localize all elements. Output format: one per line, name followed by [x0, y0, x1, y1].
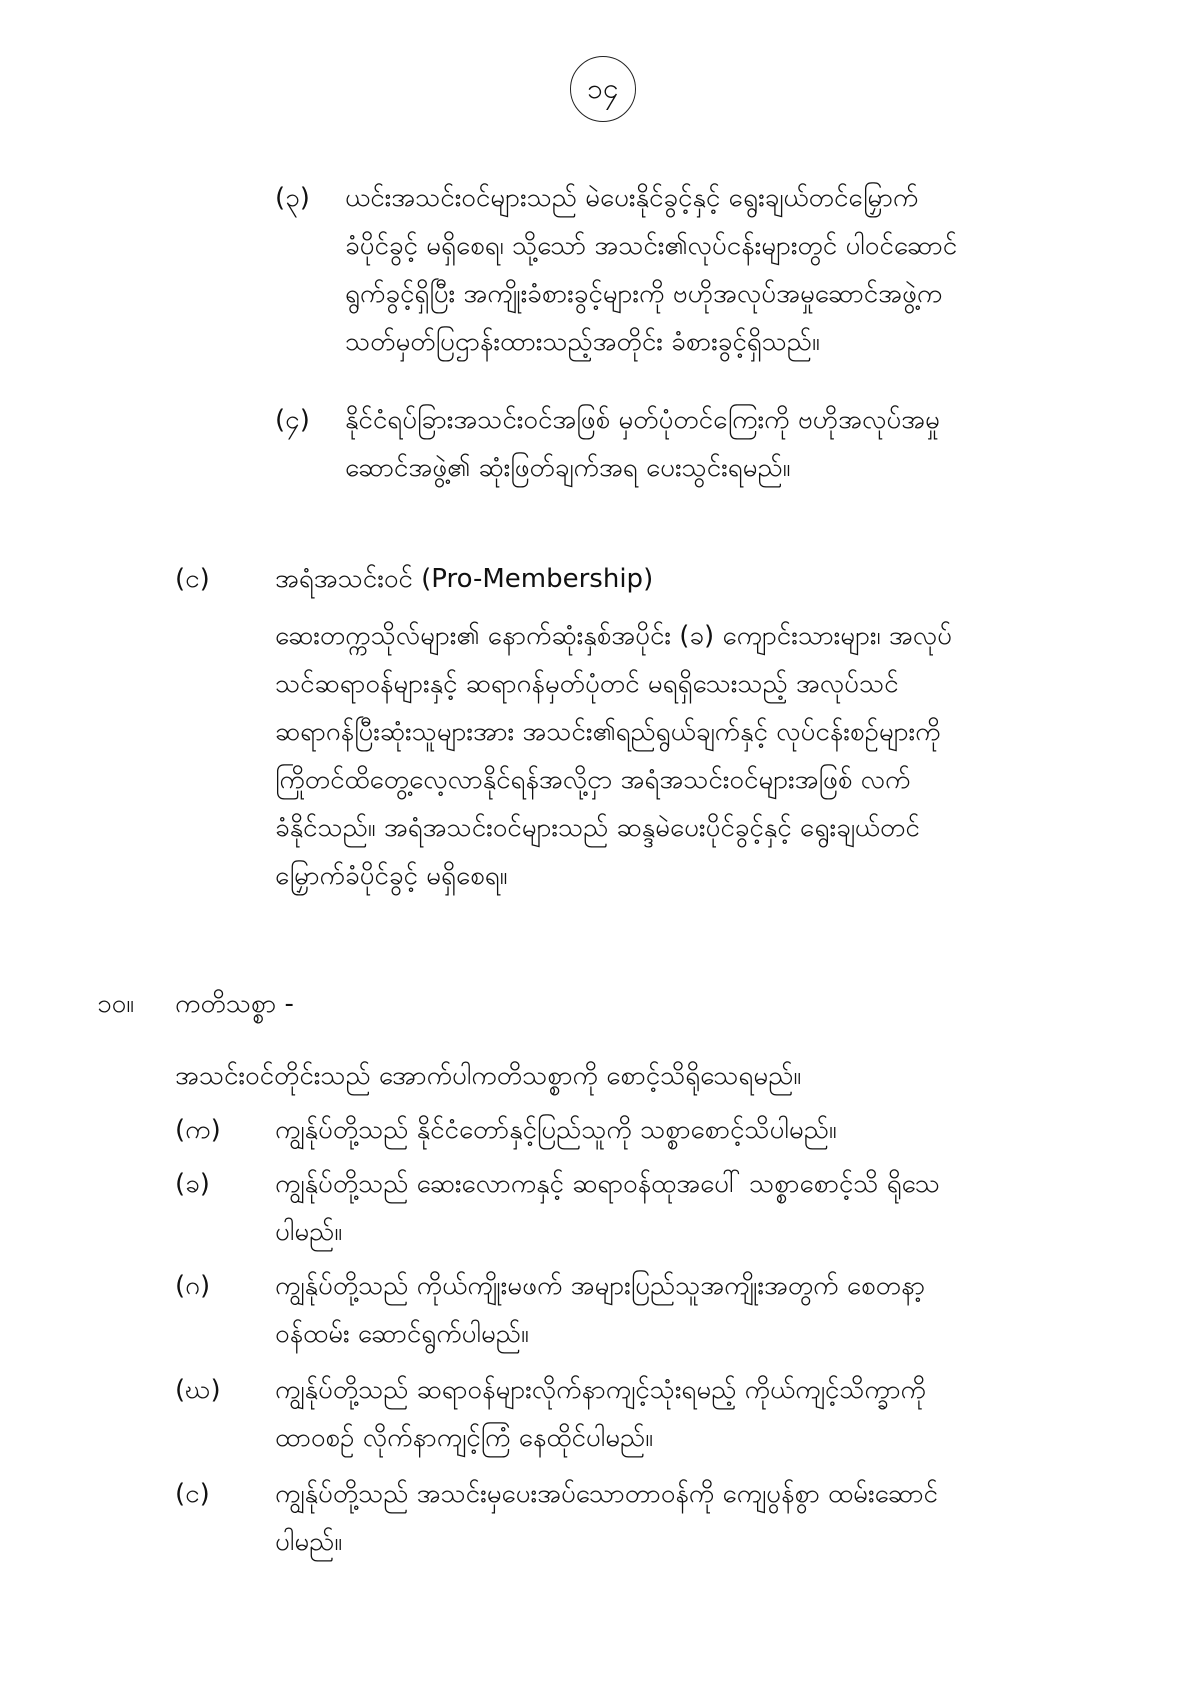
text-line: ခံနိုင်သည်။ အရံအသင်းဝင်များသည် ဆန္ဒမဲပေးပိုင်ခွင့်နှင့် ရွေးချယ်တင် — [275, 813, 920, 843]
text-line: ဆေးတက္ကသိုလ်များ၏ နောက်ဆုံးနှစ်အပိုင်း (ခ) ကျောင်းသားများ၊ အလုပ် — [275, 621, 952, 651]
section-c-paragraph — [275, 612, 1115, 900]
text-line: ကျွန်ုပ်တို့သည် ကိုယ်ကျိုးမဖက် အများပြည်သူအကျိုးအတွက် စေတနာ့ — [275, 1271, 926, 1301]
pledge-marker: (ဂ) — [175, 1271, 211, 1301]
text-line: နိုင်ငံရပ်ခြားအသင်းဝင်အဖြစ် မှတ်ပုံတင်ကြေးကို ဗဟိုအလုပ်အမှု — [345, 405, 940, 435]
sub-item-3 — [275, 174, 1115, 374]
text-line: ကျွန်ုပ်တို့သည် နိုင်ငံတော်နှင့်ပြည်သူကို သစ္စာစောင့်သိပါမည်။ — [275, 1115, 837, 1145]
text-line: သင်ဆရာဝန်များနှင့် ဆရာဂန်မှတ်ပုံတင် မရရှိသေးသည့် အလုပ်သင် — [275, 669, 899, 699]
sub-item-text — [345, 174, 1115, 366]
text-line: မြှောက်ခံပိုင်ခွင့် မရှိစေရ။ — [275, 861, 508, 891]
pledge-text — [275, 1262, 1115, 1358]
section-10-number: ၁၀။ — [97, 989, 135, 1019]
text-line: ကျွန်ုပ်တို့သည် ဆရာဝန်များလိုက်နာကျင့်သုံးရမည့် ကိုယ်ကျင့်သိက္ခာကို — [275, 1375, 926, 1405]
text-line: ခံပိုင်ခွင့် မရှိစေရ၊ သို့သော် အသင်း၏လုပ်ငန်းများတွင် ပါဝင်ဆောင် — [345, 231, 958, 261]
pledge-text — [275, 1366, 1115, 1462]
text-line: ဆောင်အဖွဲ့၏ ဆုံးဖြတ်ချက်အရ ပေးသွင်းရမည်။ — [345, 453, 791, 483]
text-line: ယင်းအသင်းဝင်များသည် မဲပေးနိုင်ခွင့်နှင့် ရွေးချယ်တင်မြှောက် — [345, 183, 919, 213]
pledge-marker: (ဃ) — [175, 1375, 221, 1405]
sub-item-marker: (၄) — [275, 405, 310, 435]
page-number: ၁၄ — [570, 56, 636, 122]
text-line: ရွက်ခွင့်ရှိပြီး အကျိုးခံစားခွင့်များကို ဗဟိုအလုပ်အမှုဆောင်အဖွဲ့က — [345, 279, 943, 309]
pledge-text — [275, 1470, 1115, 1566]
pledge-marker: (င) — [175, 1479, 210, 1509]
pledge-marker: (ခ) — [175, 1169, 210, 1199]
pledge-text — [275, 1106, 1115, 1154]
text-line: ဆရာဂန်ပြီးဆုံးသူများအား အသင်း၏ရည်ရွယ်ချက်နှင့် လုပ်ငန်းစဉ်များကို — [275, 717, 941, 747]
pledge-item-kha — [175, 1160, 1115, 1260]
sub-item-marker: (၃) — [275, 183, 310, 213]
pledge-item-gha — [175, 1366, 1115, 1466]
pledge-item-nga — [175, 1470, 1115, 1570]
text-line: ဝန်ထမ်း ဆောင်ရွက်ပါမည်။ — [275, 1319, 529, 1349]
pledge-marker: (က) — [175, 1115, 221, 1145]
pledge-item-ka — [175, 1106, 1115, 1156]
section-10-title: ကတိသစ္စာ - — [175, 989, 294, 1019]
text-line: ကြိုတင်ထိတွေ့လေ့လာနိုင်ရန်အလို့ငှာ အရံအသင်းဝင်များအဖြစ် လက် — [275, 765, 911, 795]
pledge-item-ga — [175, 1262, 1115, 1362]
section-c-marker: (င) — [175, 564, 210, 594]
text-line: ကျွန်ုပ်တို့သည် ဆေးလောကနှင့် ဆရာဝန်ထုအပေါ် သစ္စာစောင့်သိ ရိုသေ — [275, 1169, 940, 1199]
section-c-title: အရံအသင်းဝင် (Pro-Membership) — [275, 564, 654, 594]
text-line: သတ်မှတ်ပြဌာန်းထားသည့်အတိုင်း ခံစားခွင့်ရှိသည်။ — [345, 327, 820, 357]
pledge-text — [275, 1160, 1115, 1256]
sub-item-text — [345, 396, 1115, 492]
text-line: ပါမည်။ — [275, 1527, 343, 1557]
text-line: ပါမည်။ — [275, 1217, 343, 1247]
section-10-intro: အသင်းဝင်တိုင်းသည် အောက်ပါကတိသစ္စာကို စောင့်သိရိုသေရမည်။ — [175, 1061, 802, 1091]
text-line: ထာဝစဉ် လိုက်နာကျင့်ကြံ နေထိုင်ပါမည်။ — [275, 1423, 654, 1453]
sub-item-4 — [275, 396, 1115, 496]
text-line: ကျွန်ုပ်တို့သည် အသင်းမှပေးအပ်သောတာဝန်ကို ကျေပွန်စွာ ထမ်းဆောင် — [275, 1479, 938, 1509]
